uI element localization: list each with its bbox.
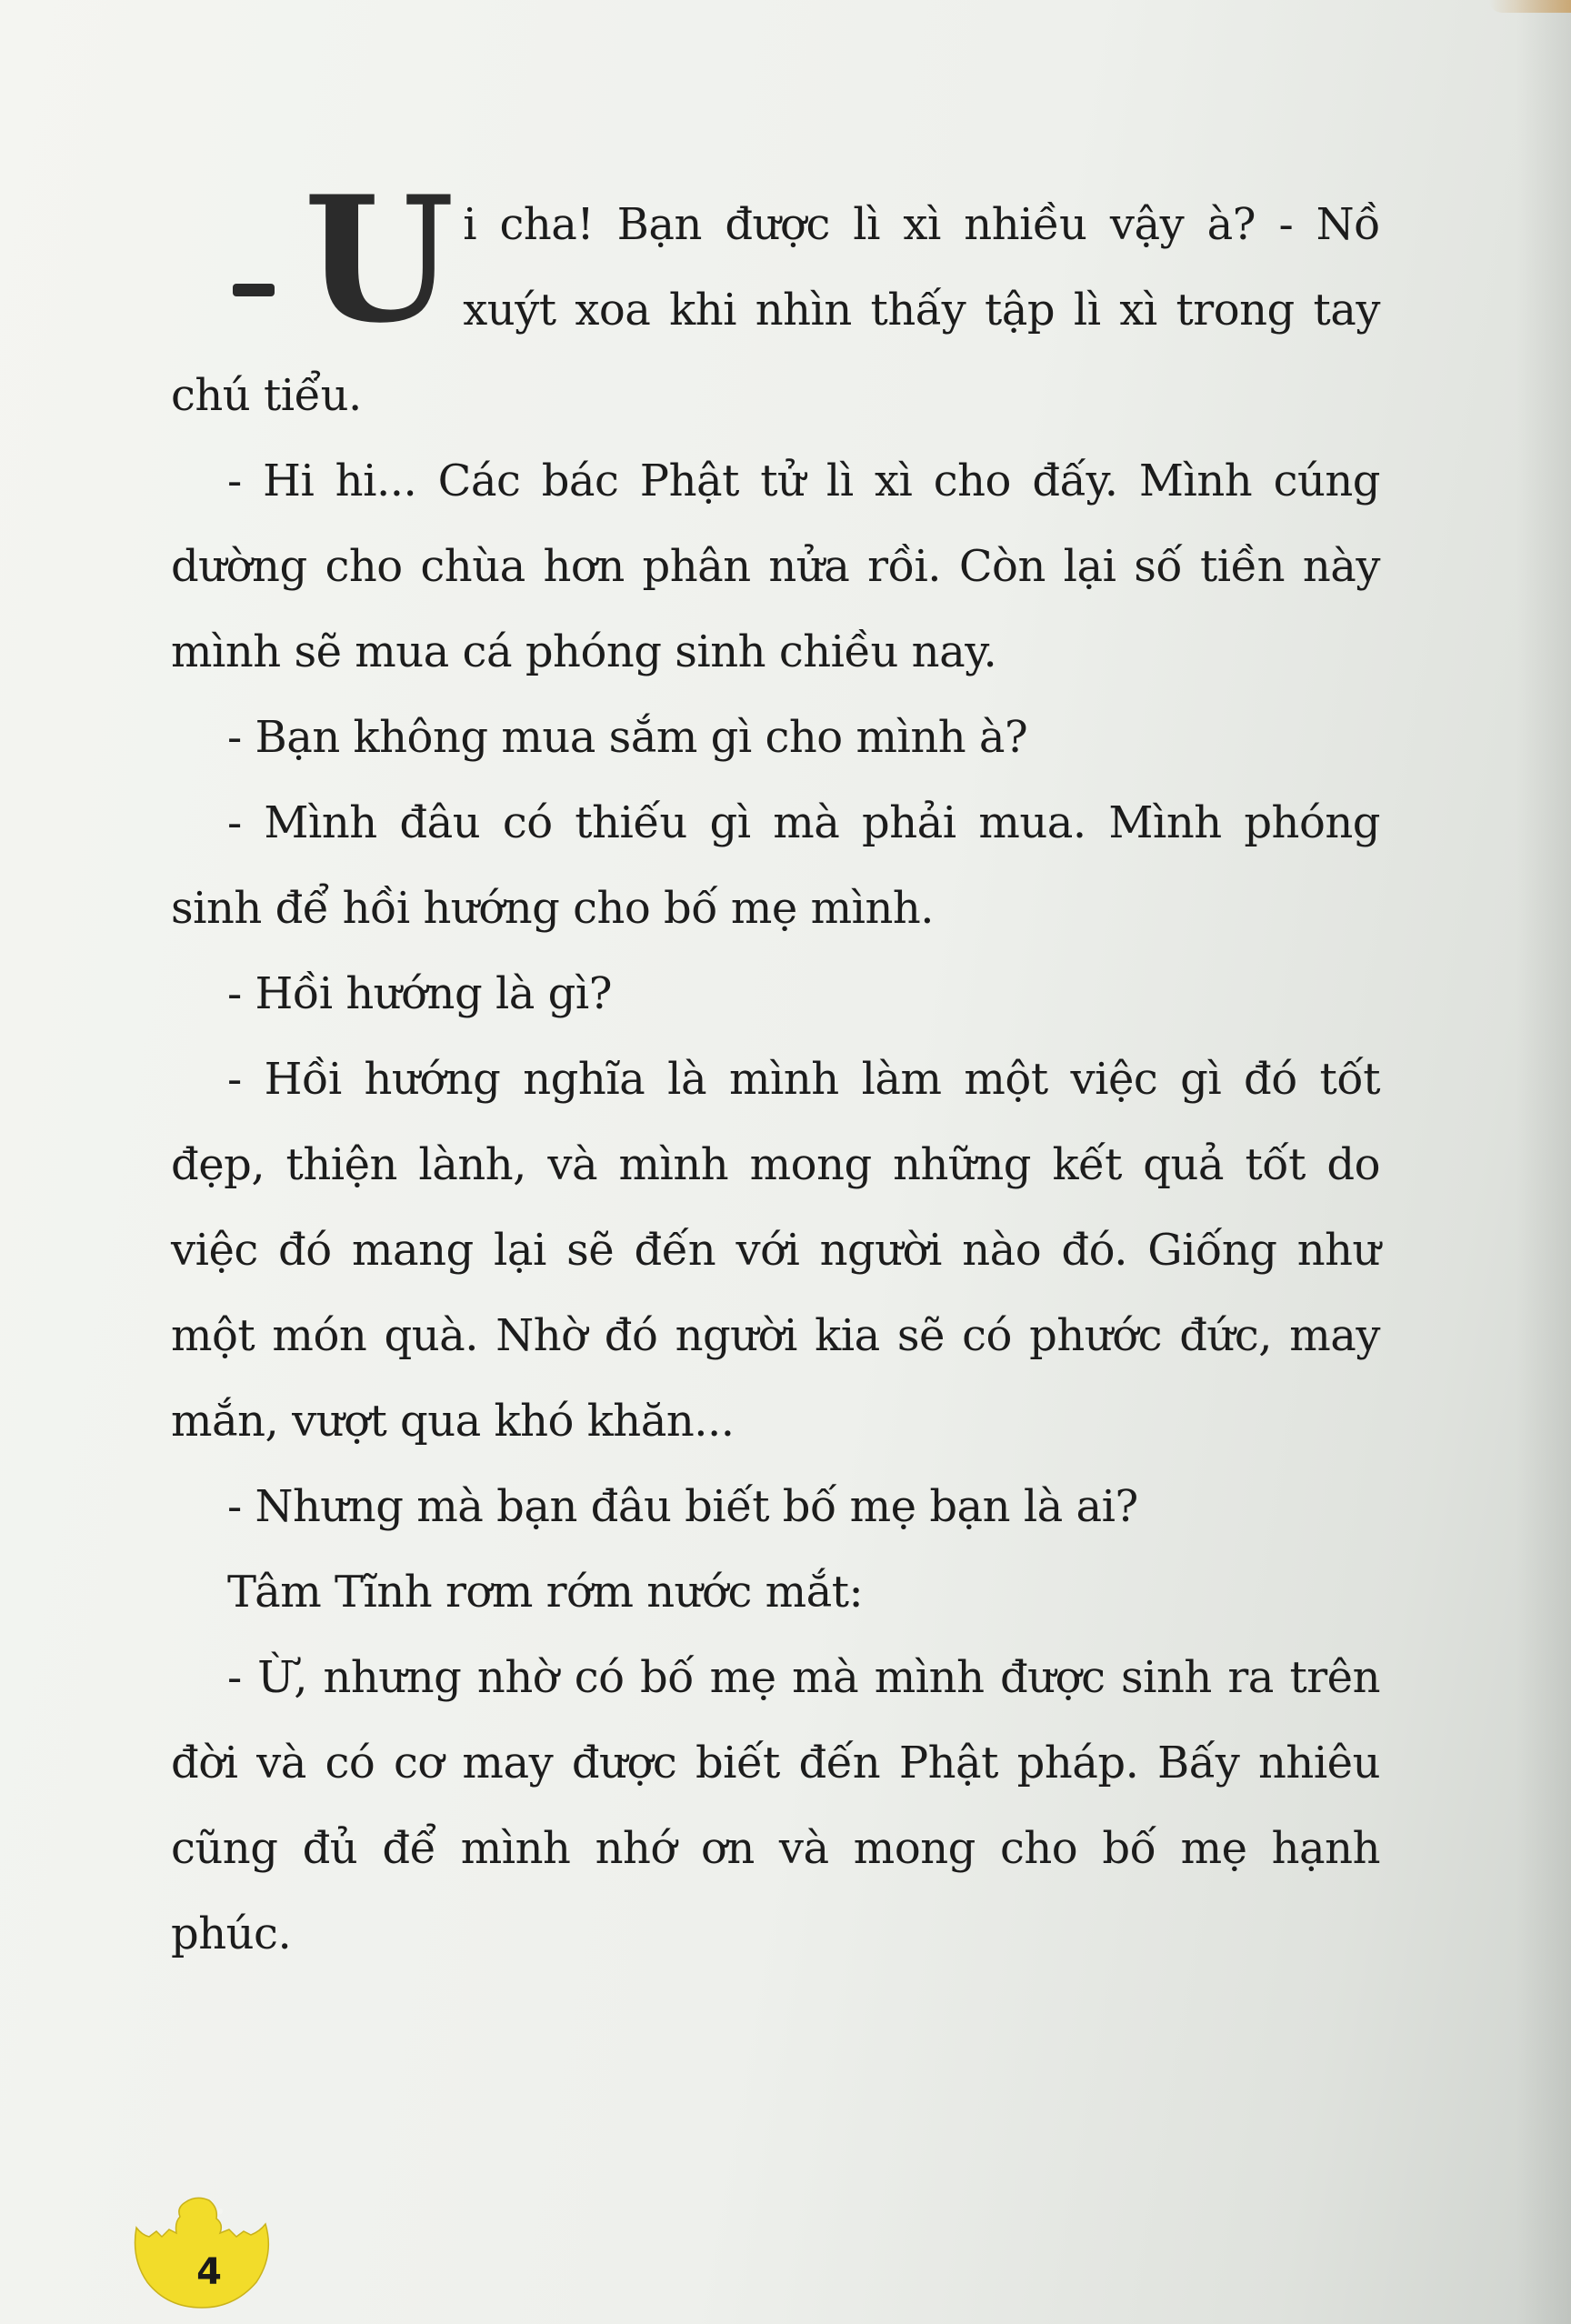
story-text	[171, 158, 1380, 1977]
page-number: 4	[196, 2251, 222, 2293]
paragraph-8: Tâm Tĩnh rơm rớm nước mắt:	[227, 1567, 864, 1618]
opening-paragraph	[171, 158, 1380, 438]
page-number-badge	[129, 2191, 284, 2309]
paragraph-7: - Nhưng mà bạn đâu biết bố mẹ bạn là ai?	[227, 1481, 1138, 1532]
dropcap-dash	[233, 284, 275, 296]
paragraph-5: - Hồi hướng là gì?	[227, 968, 612, 1019]
paragraph-3: - Bạn không mua sắm gì cho mình à?	[227, 712, 1028, 763]
page-corner	[1489, 0, 1571, 13]
paragraph-9: - Ừ, nhưng nhờ có bố mẹ mà mình được sinh ra trên đời và có cơ may được biết đến Phật pháp. Bấy nhiêu cũng đủ để mình nhớ ơn và mong cho bố mẹ hạnh phúc.	[171, 1652, 1380, 1959]
paragraph-4: - Mình đâu có thiếu gì mà phải mua. Mình phóng sinh để hồi hướng cho bố mẹ mình.	[171, 797, 1380, 934]
paragraph-2: - Hi hi... Các bác Phật tử lì xì cho đấy. Mình cúng dường cho chùa hơn phân nửa rồi. Còn lại số tiền này mình sẽ mua cá phóng sinh chiều nay.	[171, 456, 1380, 677]
paragraph-1: i cha! Bạn được lì xì nhiều vậy à? - Nồ xuýt xoa khi nhìn thấy tập lì xì trong tay chú tiểu.	[171, 199, 1380, 421]
paragraph-6: - Hồi hướng nghĩa là mình làm một việc gì đó tốt đẹp, thiện lành, và mình mong những kết quả tốt do việc đó mang lại sẽ đến với người nào đó. Giống như một món quà. Nhờ đó người kia sẽ có phước đức, may mắn, vượt qua khó khăn...	[171, 1054, 1380, 1447]
page-edge-shadow	[1516, 0, 1571, 2324]
dropcap-letter: U	[304, 158, 455, 361]
